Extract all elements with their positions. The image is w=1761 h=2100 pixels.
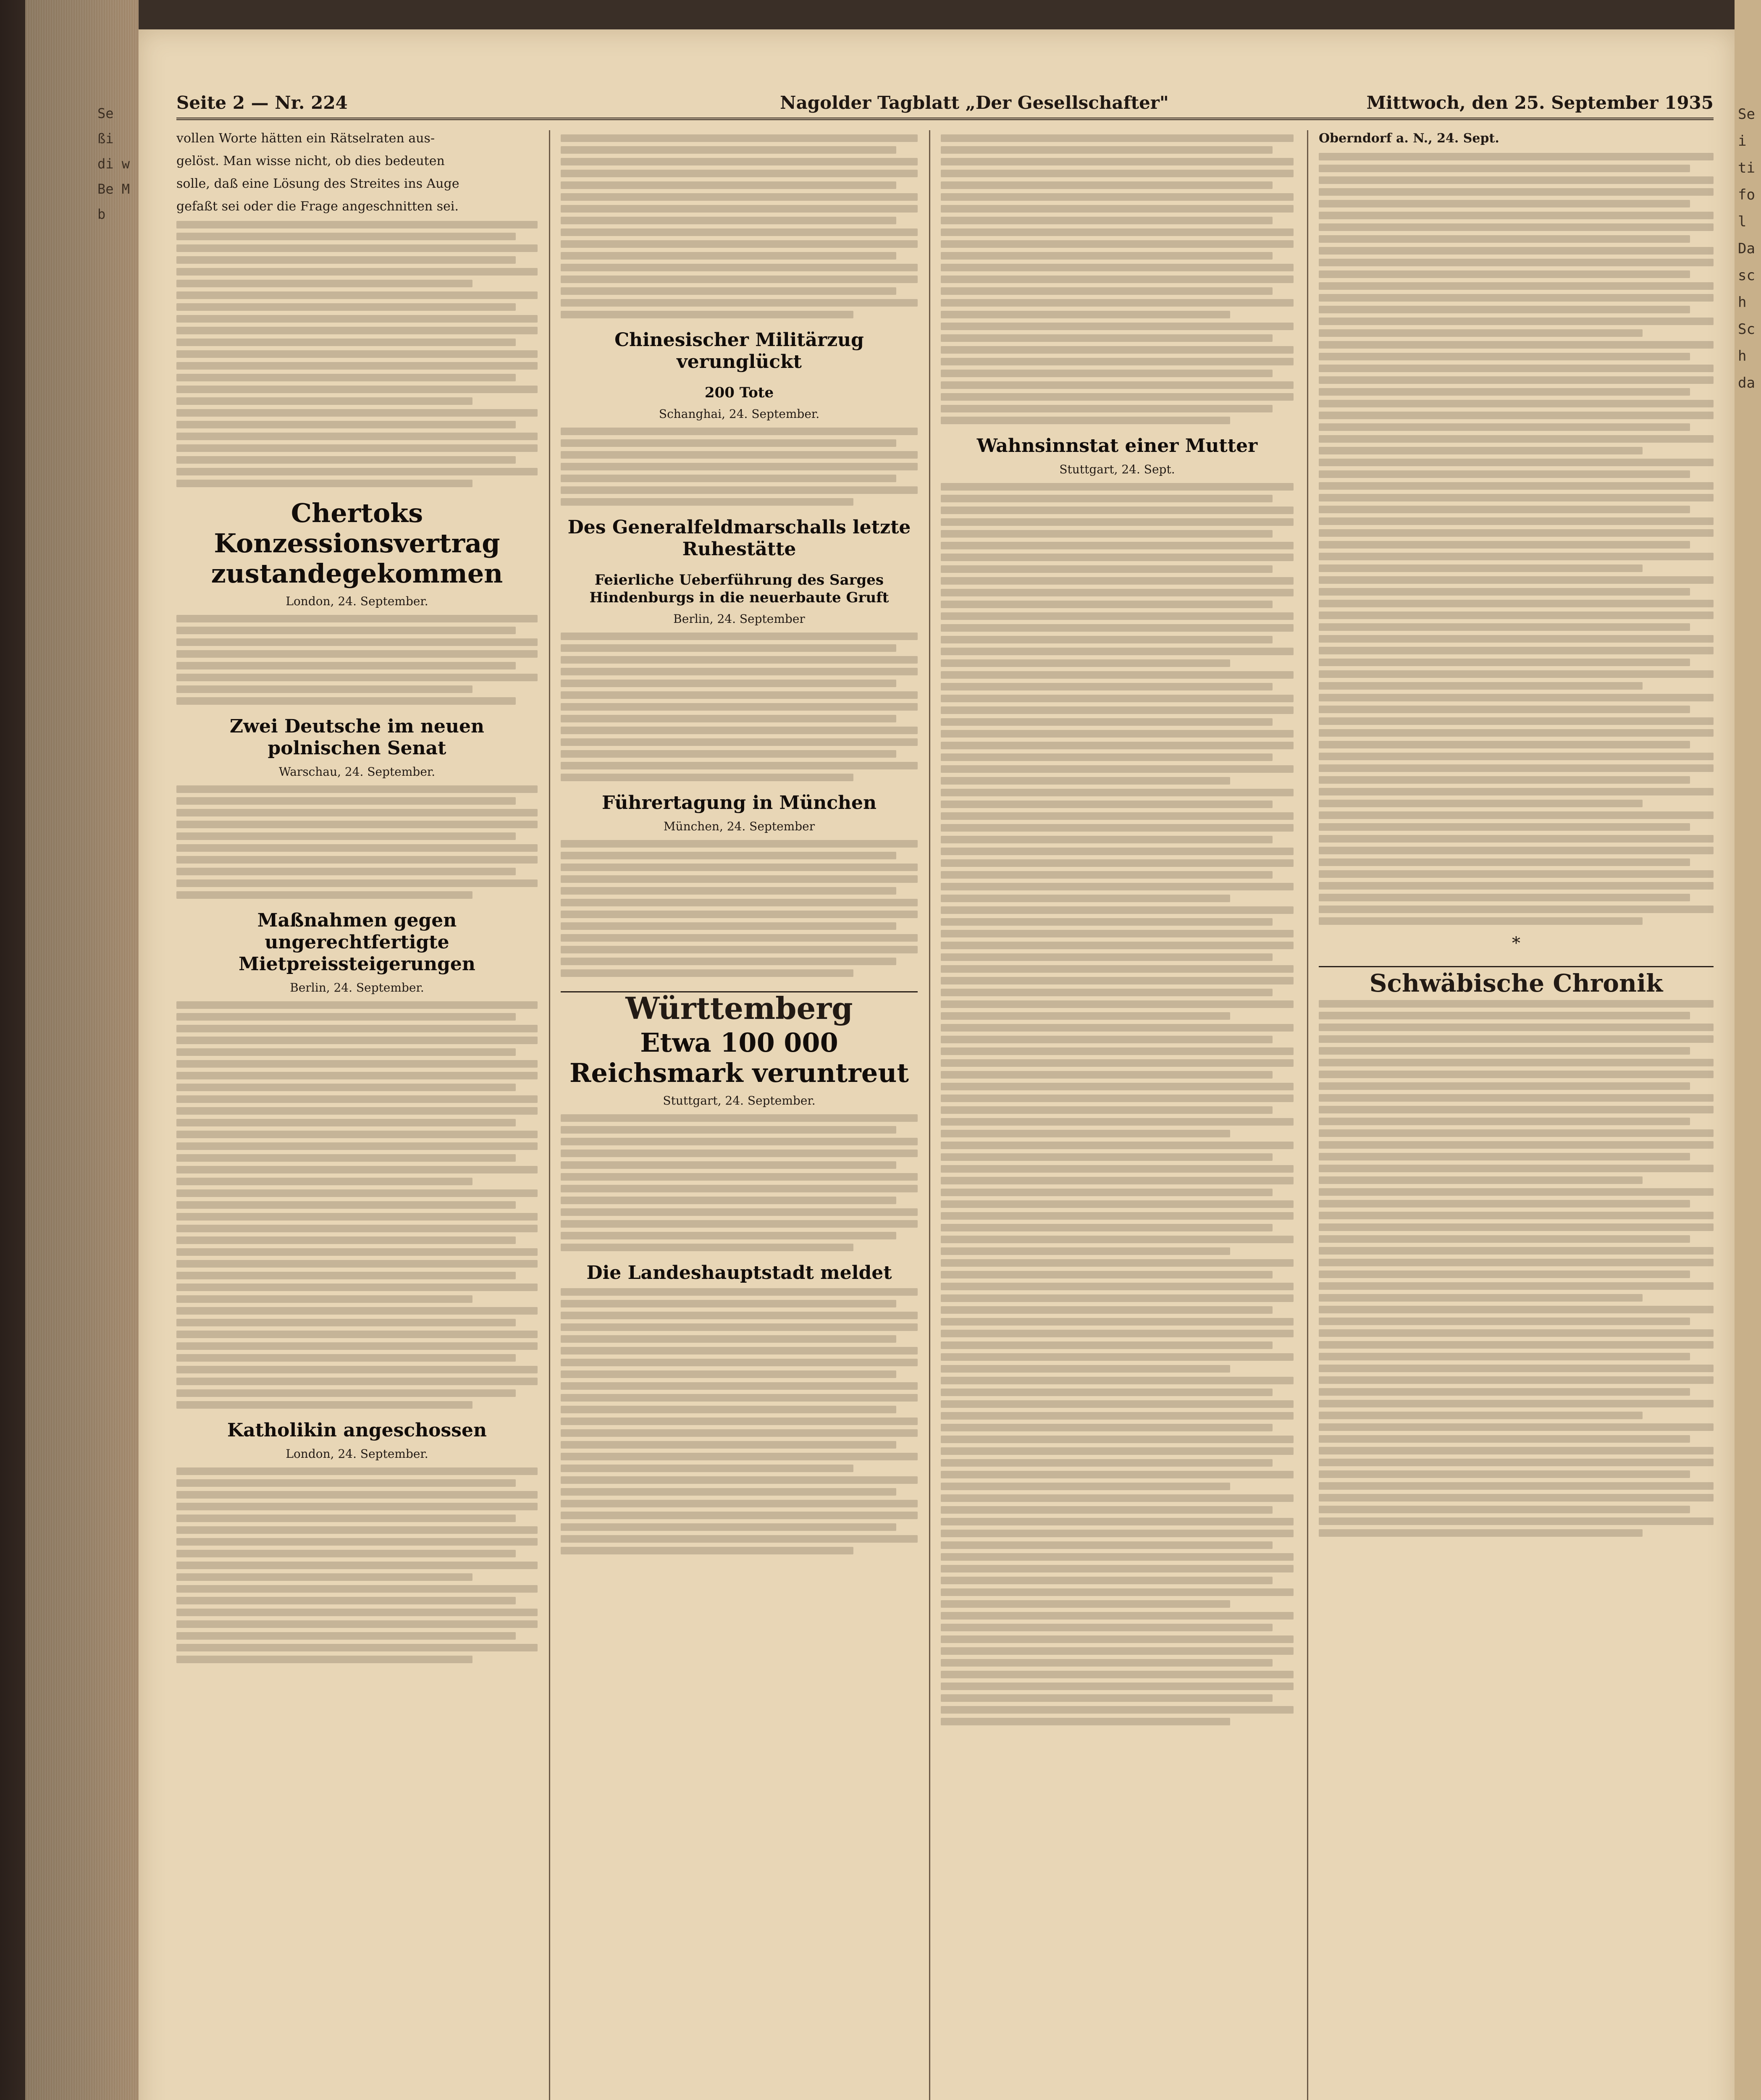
lead-dateline: Oberndorf a. N., 24. Sept.	[1319, 131, 1499, 146]
body-text	[941, 134, 1294, 424]
dateline: Warschau, 24. September.	[278, 765, 436, 779]
body-text	[561, 428, 918, 506]
dateline: Stuttgart, 24. September.	[663, 1094, 816, 1108]
column-rule	[549, 130, 550, 2100]
column-3	[941, 130, 1294, 2100]
body-text	[561, 134, 918, 318]
newspaper-page	[139, 29, 1735, 2100]
headline-wahnsinnstat: Wahnsinnstat einer Mutter	[976, 435, 1258, 457]
right-page-fragment	[1735, 0, 1761, 2100]
headline-landeshauptstadt: Die Landeshauptstadt meldet	[586, 1262, 892, 1284]
body-text	[561, 840, 918, 977]
newspaper-title: Nagolder Tagblatt „Der Gesellschafter"	[780, 92, 1169, 113]
headline-ruhestaette: Des Generalfeldmarschalls letzte Ruhestätte	[567, 517, 911, 560]
intro-line: gefaßt sei oder die Frage angeschnitten sei.	[176, 199, 459, 214]
page-stack-edge	[25, 0, 139, 2100]
page-header	[176, 88, 1714, 120]
right-page-fragment-text: Sei ti fol Da sch Sch da	[1738, 106, 1755, 391]
headline-senat: Zwei Deutsche im neuen polnischen Senat	[230, 716, 484, 759]
intro-line: vollen Worte hätten ein Rätselraten aus-	[176, 131, 435, 146]
subheadline: Feierliche Ueberführung des Sarges Hindenburgs in die neuerbaute Gruft	[589, 572, 889, 606]
section-title-schwaebische-chronik: Schwäbische Chronik	[1319, 966, 1714, 992]
body-text	[561, 633, 918, 781]
intro-line: gelöst. Man wisse nicht, ob dies bedeuten	[176, 154, 445, 168]
section-title-wuerttemberg: Württemberg	[561, 991, 918, 1017]
body-text	[176, 615, 538, 705]
column-rule	[1307, 130, 1308, 2100]
headline-militaerzug: Chinesischer Militärzug verunglückt	[614, 329, 864, 373]
dateline: Schanghai, 24. September.	[659, 407, 820, 421]
dateline: London, 24. September.	[286, 1447, 428, 1461]
subheadline: 200 Tote	[704, 384, 774, 401]
column-2	[561, 130, 918, 2100]
issue-date: Mittwoch, den 25. September 1935	[1366, 92, 1714, 113]
headline-fuehrertagung: Führertagung in München	[602, 792, 877, 814]
body-text	[561, 1114, 918, 1251]
body-text	[1319, 1000, 1714, 1537]
intro-line: solle, daß eine Lösung des Streites ins Auge	[176, 176, 459, 191]
headline-veruntreut: Etwa 100 000 Reichsmark veruntreut	[570, 1027, 909, 1088]
body-text	[176, 1467, 538, 1663]
column-rule	[929, 130, 930, 2100]
headline-chertok: Chertoks Konzessionsvertrag zustandegekommen	[211, 498, 503, 589]
headline-mietpreise: Maßnahmen gegen ungerechtfertigte Mietpreissteigerungen	[239, 910, 475, 975]
body-text	[941, 483, 1294, 1725]
dateline: Berlin, 24. September.	[290, 981, 424, 995]
separator-star: *	[1512, 934, 1520, 953]
dateline: Berlin, 24. September	[673, 612, 805, 626]
page-number: Seite 2 — Nr. 224	[176, 92, 348, 113]
column-4	[1319, 130, 1714, 2100]
body-text	[176, 221, 538, 487]
left-page-fragment: Se ßi di w Be M b	[97, 105, 130, 222]
body-text	[176, 1001, 538, 1409]
column-1	[176, 130, 538, 2100]
dateline: London, 24. September.	[286, 594, 428, 608]
body-text	[1319, 153, 1714, 925]
dateline: Stuttgart, 24. Sept.	[1059, 462, 1175, 476]
body-text	[561, 1288, 918, 1554]
dateline: München, 24. September	[663, 819, 815, 833]
headline-katholikin: Katholikin angeschossen	[227, 1420, 487, 1441]
body-text	[176, 785, 538, 899]
